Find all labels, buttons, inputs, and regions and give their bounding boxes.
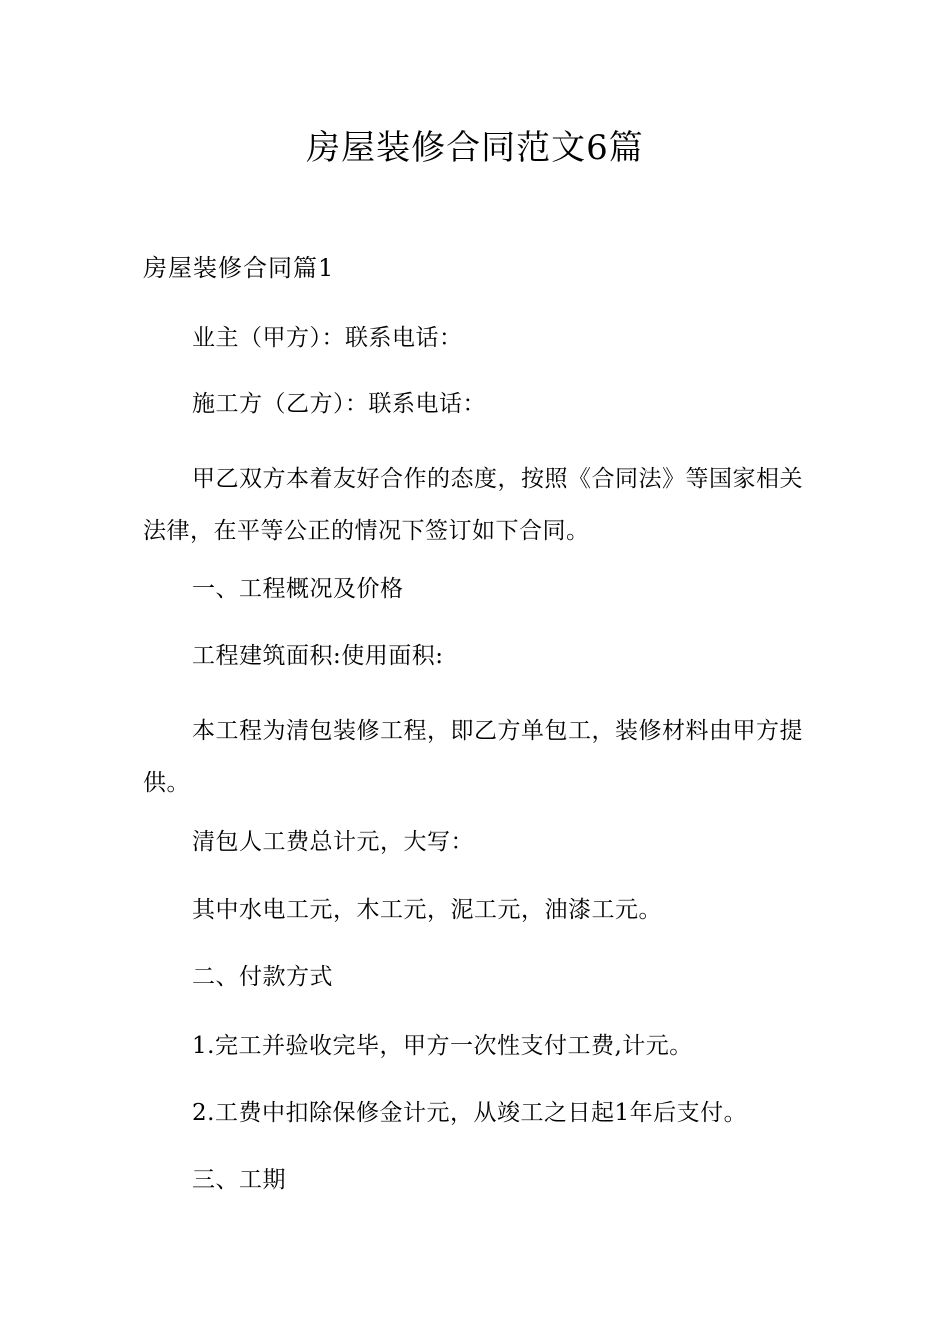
paragraph-text: 工程建筑面积:使用面积: — [192, 643, 444, 669]
paragraph-text: 其中水电工元，木工元，泥工元，油漆工元。 — [192, 897, 662, 923]
paragraph-text: 一、工程概况及价格 — [192, 576, 404, 602]
document-title: 房屋装修合同范文6篇 — [306, 128, 644, 168]
paragraph-text: 施工方（乙方）：联系电话： — [192, 391, 486, 417]
paragraph-text: 1.完工并验收完毕，甲方一次性支付工费,计元。 — [192, 1033, 693, 1059]
section-title: 房屋装修合同篇1 — [143, 254, 335, 282]
paragraph-text: 本工程为清包装修工程，即乙方单包工，装修材料由甲方提供。 — [143, 718, 803, 796]
paragraph-text: 2.工费中扣除保修金计元，从竣工之日起1年后支付。 — [192, 1100, 748, 1126]
paragraph-owner — [143, 320, 813, 356]
paragraph-text: 业主（甲方）：联系电话： — [192, 325, 463, 351]
paragraph-text: 二、付款方式 — [192, 964, 333, 990]
paragraph-contractor — [143, 386, 813, 422]
paragraph-area — [143, 638, 813, 674]
paragraph-text: 三、工期 — [192, 1167, 286, 1193]
paragraph-scope — [143, 705, 813, 809]
paragraph-agreement — [143, 453, 813, 557]
clause-heading-1 — [143, 571, 813, 607]
payment-item-1 — [143, 1028, 813, 1064]
paragraph-text: 清包人工费总计元，大写： — [192, 829, 474, 855]
paragraph-labor-total — [143, 824, 813, 860]
clause-heading-3 — [143, 1162, 813, 1198]
payment-item-2 — [143, 1095, 813, 1131]
clause-heading-2 — [143, 959, 813, 995]
paragraph-labor-breakdown — [143, 892, 813, 928]
paragraph-text: 甲乙双方本着友好合作的态度，按照《合同法》等国家相关法律，在平等公正的情况下签订如下合同。 — [143, 466, 803, 544]
